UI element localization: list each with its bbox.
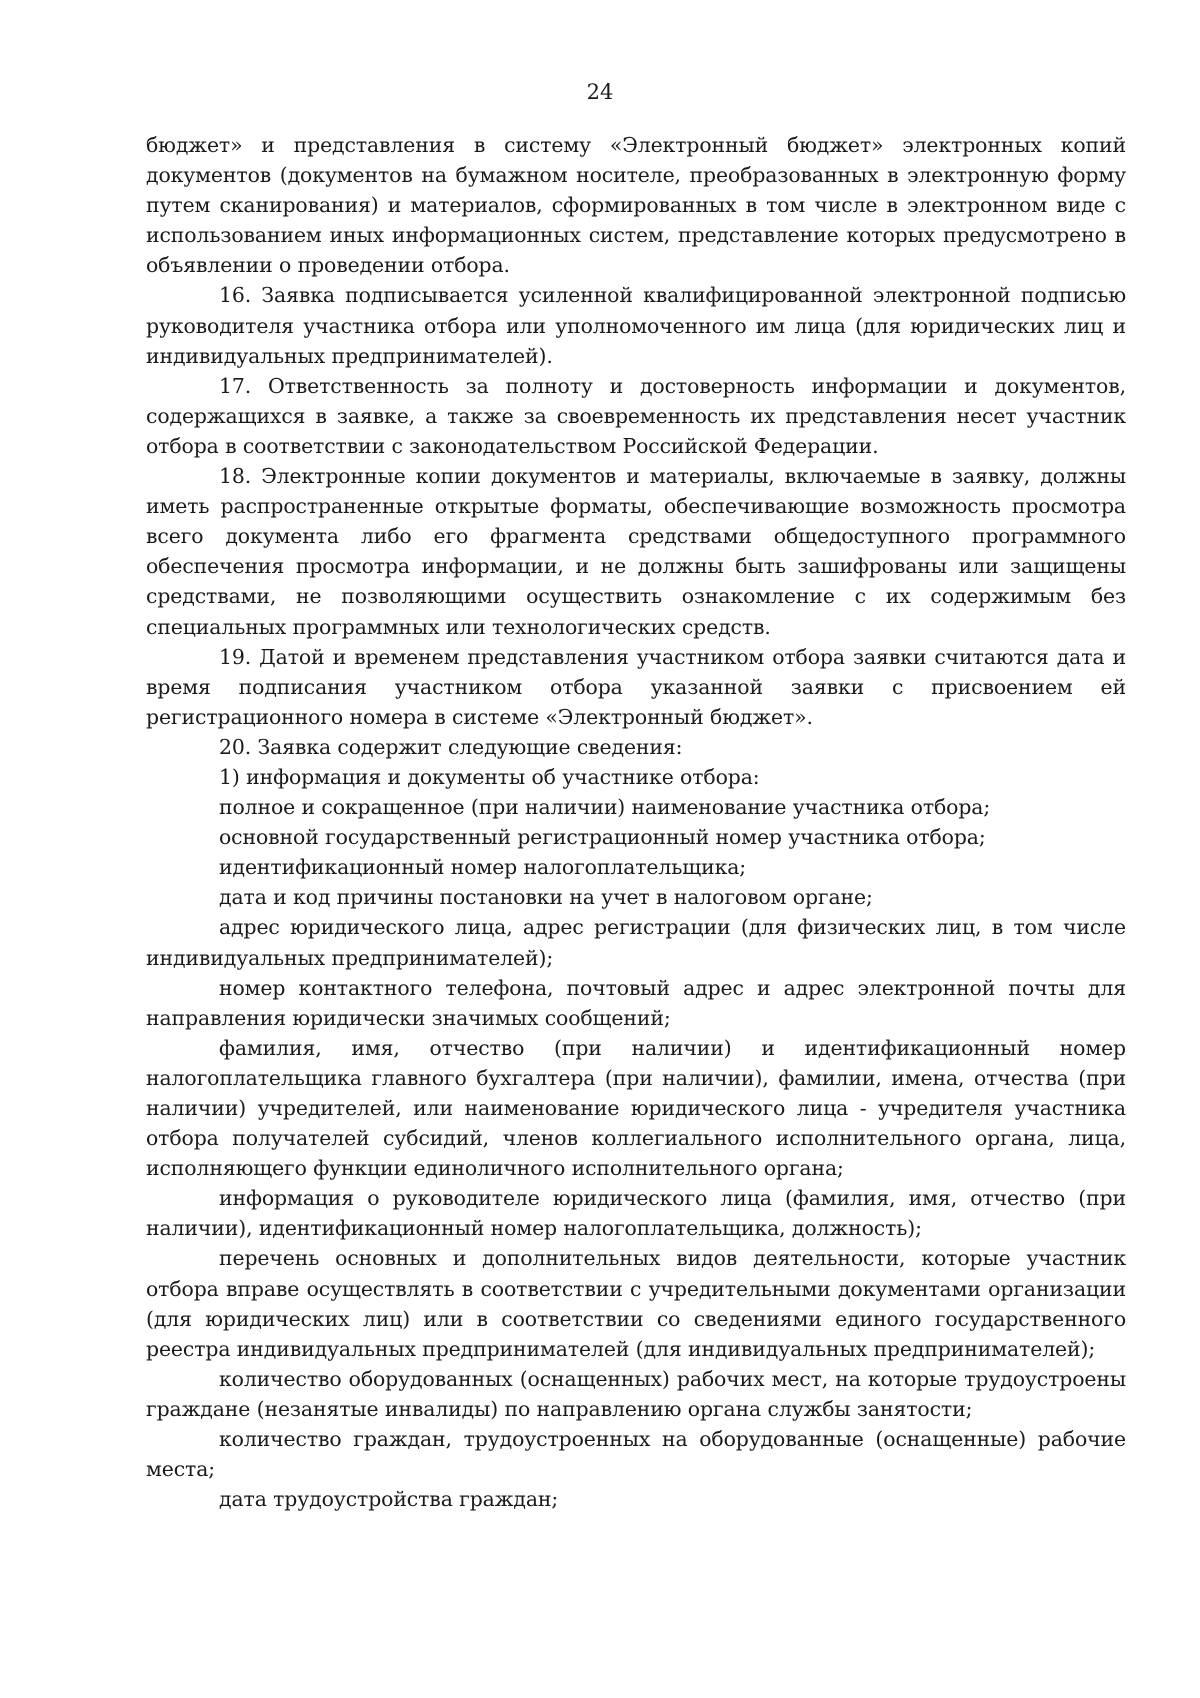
paragraph: фамилия, имя, отчество (при наличии) и идентификационный номер налогоплательщика главного бухгалтера (при наличии), фамилии, имена, отчества (при наличии) учредителей, или наименование юридического лица - учредителя участника отбора получателей субсидий, членов коллегиального исполнительного органа, лица, исполняющего функции единоличного исполнительного органа;: [146, 1035, 1126, 1181]
paragraph: 20. Заявка содержит следующие сведения:: [219, 734, 683, 759]
paragraph: 17. Ответственность за полноту и достоверность информации и документов, содержащихся в заявке, а также за своевременность их представления несет участник отбора в соответствии с законодательством Российской Федерации.: [146, 373, 1126, 458]
paragraph: 1) информация и документы об участнике отбора:: [219, 764, 760, 789]
paragraph: бюджет» и представления в систему «Электронный бюджет» электронных копий документов (документов на бумажном носителе, преобразованных в электронную форму путем сканирования) и материалов, сформированных в том числе в электронном виде с использованием иных информационных систем, представление которых предусмотрено в объявлении о проведении отбора.: [146, 133, 1126, 278]
paragraph: основной государственный регистрационный номер участника отбора;: [219, 825, 986, 850]
paragraph: количество оборудованных (оснащенных) рабочих мест, на которые трудоустроены граждане (незанятые инвалиды) по направлению органа службы занятости;: [146, 1366, 1126, 1421]
paragraph: адрес юридического лица, адрес регистрации (для физических лиц, в том числе индивидуальных предпринимателей);: [146, 915, 1126, 970]
page-number: 24: [586, 80, 614, 104]
paragraph: дата трудоустройства граждан;: [219, 1487, 559, 1512]
paragraph: идентификационный номер налогоплательщика;: [219, 855, 747, 880]
paragraph: количество граждан, трудоустроенных на оборудованные (оснащенные) рабочие места;: [146, 1427, 1126, 1482]
paragraph: 18. Электронные копии документов и материалы, включаемые в заявку, должны иметь распространенные открытые форматы, обеспечивающие возможность просмотра всего документа либо его фрагмента средствами общедоступного программного обеспечения просмотра информации, и не должны быть зашифрованы или защищены средствами, не позволяющими осуществить ознакомление с их содержимым без специальных программных или технологических средств.: [146, 464, 1126, 639]
paragraph: дата и код причины постановки на учет в налоговом органе;: [219, 885, 873, 910]
paragraph: информация о руководителе юридического лица (фамилия, имя, отчество (при наличии), идентификационный номер налогоплательщика, должность);: [146, 1186, 1126, 1241]
document-body: [146, 130, 1126, 1514]
paragraph: 19. Датой и временем представления участником отбора заявки считаются дата и время подписания участником отбора указанной заявки с присвоением ей регистрационного номера в системе «Электронный бюджет».: [146, 644, 1126, 729]
paragraph: полное и сокращенное (при наличии) наименование участника отбора;: [219, 795, 991, 820]
paragraph: номер контактного телефона, почтовый адрес и адрес электронной почты для направления юридически значимых сообщений;: [146, 975, 1126, 1030]
paragraph: 16. Заявка подписывается усиленной квалифицированной электронной подписью руководителя участника отбора или уполномоченного им лица (для юридических лиц и индивидуальных предпринимателей).: [146, 283, 1126, 368]
paragraph: перечень основных и дополнительных видов деятельности, которые участник отбора вправе осуществлять в соответствии с учредительными документами организации (для юридических лиц) или в соответствии со сведениями единого государственного реестра индивидуальных предпринимателей (для индивидуальных предпринимателей);: [146, 1246, 1126, 1361]
